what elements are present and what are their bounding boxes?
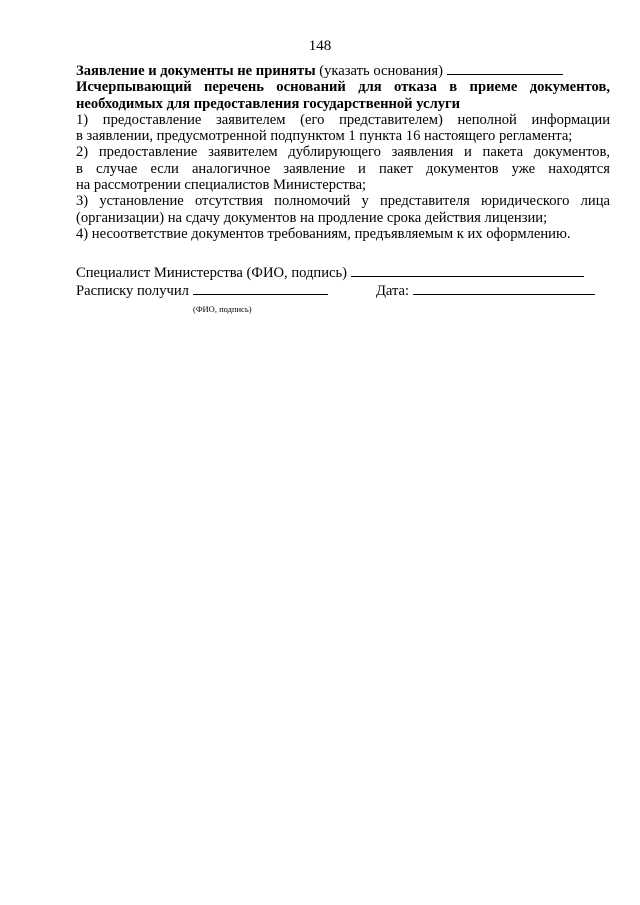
item-1-line-2: в заявлении, предусмотренной подпунктом 1 пункта 16 настоящего регламента; — [76, 128, 573, 145]
refusal-line — [76, 62, 610, 79]
heading-line-1 — [76, 79, 610, 95]
date-label: Дата: — [375, 282, 410, 299]
signature-caption: (ФИО, подпись) — [193, 303, 252, 314]
specialist-label: Специалист Министерства (ФИО, подпись) — [76, 265, 348, 282]
item-4-line-1: 4) несоответствие документов требованиям, предъявляемым к их оформлению. — [76, 225, 571, 242]
item-2-line-1: 2) предоставление заявителем дублирующего заявления и пакета документов, — [76, 144, 610, 161]
refusal-line-bold: Заявление и документы не приняты — [76, 63, 316, 79]
heading-line-2-text: необходимых для предоставления государственной услуги — [76, 95, 461, 112]
refusal-reason-blank[interactable] — [447, 62, 563, 75]
item-3-line-2: (организации) на сдачу документов на продление срока действия лицензии; — [76, 209, 548, 226]
heading-line-1-text: Исчерпывающий перечень оснований для отказа в приеме документов, — [76, 79, 610, 96]
item-2-line-3: на рассмотрении специалистов Министерства; — [76, 177, 367, 194]
refusal-line-normal: (указать основания) — [319, 63, 443, 79]
item-1-line-1: 1) предоставление заявителем (его представителем) неполной информации — [76, 111, 610, 128]
receipt-line — [76, 282, 610, 299]
receipt-signature-blank[interactable] — [193, 282, 328, 295]
page-number: 148 — [308, 38, 332, 54]
document-body — [76, 62, 610, 314]
specialist-signature-line — [76, 264, 610, 281]
date-blank[interactable] — [413, 282, 595, 295]
item-3-line-1: 3) установление отсутствия полномочий у представителя юридического лица — [76, 193, 610, 210]
spacer — [76, 242, 610, 264]
specialist-signature-blank[interactable] — [351, 264, 584, 277]
item-2-line-2: в случае если аналогичное заявление и пакет документов уже находятся — [76, 160, 610, 177]
heading-line-2 — [76, 96, 610, 112]
receipt-label: Расписку получил — [76, 282, 189, 299]
